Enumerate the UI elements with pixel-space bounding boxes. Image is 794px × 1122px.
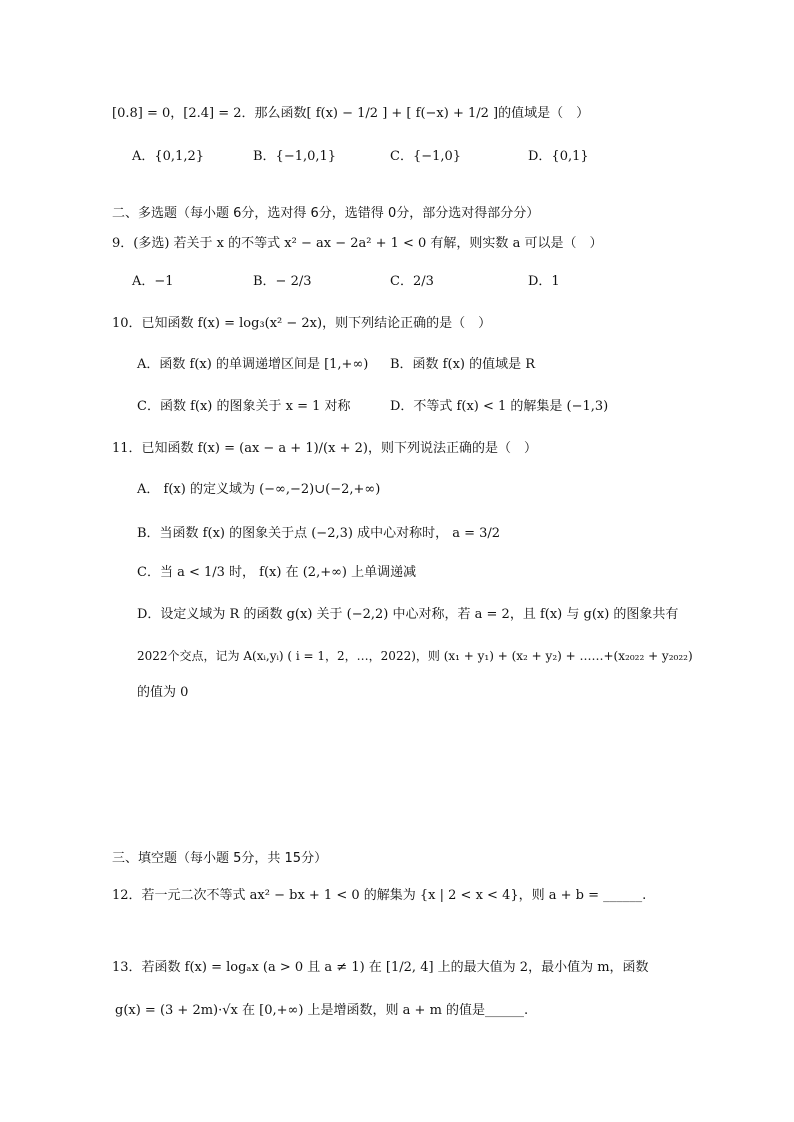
q9-stem: 9．(多选) 若关于 x 的不等式 x² − ax − 2a² + 1 < 0 有解，则实数 a 可以是（ ） <box>112 236 603 251</box>
section-2-title: 二、多选题（每小题 6分，选对得 6分，选错得 0分，部分选对得部分分） <box>112 206 540 221</box>
q8-option-a: A．{0,1,2} <box>132 149 205 164</box>
q11-option-a: A． f(x) 的定义域为 (−∞,−2)∪(−2,+∞) <box>137 482 381 497</box>
q11-option-d: D．设定义域为 R 的函数 g(x) 关于 (−2,2) 中心对称，若 a = 2，且 f(x) 与 g(x) 的图象共有 <box>137 607 679 622</box>
q13-line-2: g(x) = (3 + 2m)·√x 在 [0,+∞) 上是增函数，则 a + m 的值是______. <box>115 1003 529 1018</box>
q11-option-d-end: 的值为 0 <box>137 685 189 700</box>
q10-option-c: C．函数 f(x) 的图象关于 x = 1 对称 <box>137 399 351 414</box>
q13-line-1: 13．若函数 f(x) = logₐx (a > 0 且 a ≠ 1) 在 [1/2, 4] 上的最大值为 2，最小值为 m，函数 <box>112 960 649 975</box>
q10-option-b: B．函数 f(x) 的值域是 R <box>390 357 536 372</box>
q11-option-d-cont: 2022个交点，记为 A(xᵢ,yᵢ) ( i = 1，2，…，2022)，则 (x₁ + y₁) + (x₂ + y₂) + ……+(x₂₀₂₂ + y₂₀₂₂) <box>137 649 693 663</box>
q12-stem: 12．若一元二次不等式 ax² − bx + 1 < 0 的解集为 {x | 2 < x < 4}，则 a + b = ______. <box>112 888 647 903</box>
section-3-title: 三、填空题（每小题 5分，共 15分） <box>112 851 328 866</box>
q9-option-b: B．− 2/3 <box>253 274 312 289</box>
q10-option-d: D．不等式 f(x) < 1 的解集是 (−1,3) <box>390 399 609 414</box>
q8-option-b: B．{−1,0,1} <box>253 149 337 164</box>
q10-option-a: A．函数 f(x) 的单调递增区间是 [1,+∞) <box>137 357 369 372</box>
q8-option-d: D．{0,1} <box>528 149 589 164</box>
q11-option-c: C．当 a < 1/3 时， f(x) 在 (2,+∞) 上单调递减 <box>137 565 417 580</box>
q9-option-d: D．1 <box>528 274 560 289</box>
q8-option-c: C．{−1,0} <box>390 149 462 164</box>
q11-option-b: B．当函数 f(x) 的图象关于点 (−2,3) 成中心对称时， a = 3/2 <box>137 526 501 541</box>
q10-stem: 10．已知函数 f(x) = log₃(x² − 2x)，则下列结论正确的是（ ） <box>112 316 492 331</box>
q8-stem: [0.8] = 0，[2.4] = 2．那么函数[ f(x) − 1/2 ] + [ f(−x) + 1/2 ]的值域是（ ） <box>112 106 590 121</box>
q11-stem: 11．已知函数 f(x) = (ax − a + 1)/(x + 2)，则下列说法正确的是（ ） <box>112 441 537 456</box>
q9-option-c: C．2/3 <box>390 274 434 289</box>
q9-option-a: A．−1 <box>132 274 174 289</box>
